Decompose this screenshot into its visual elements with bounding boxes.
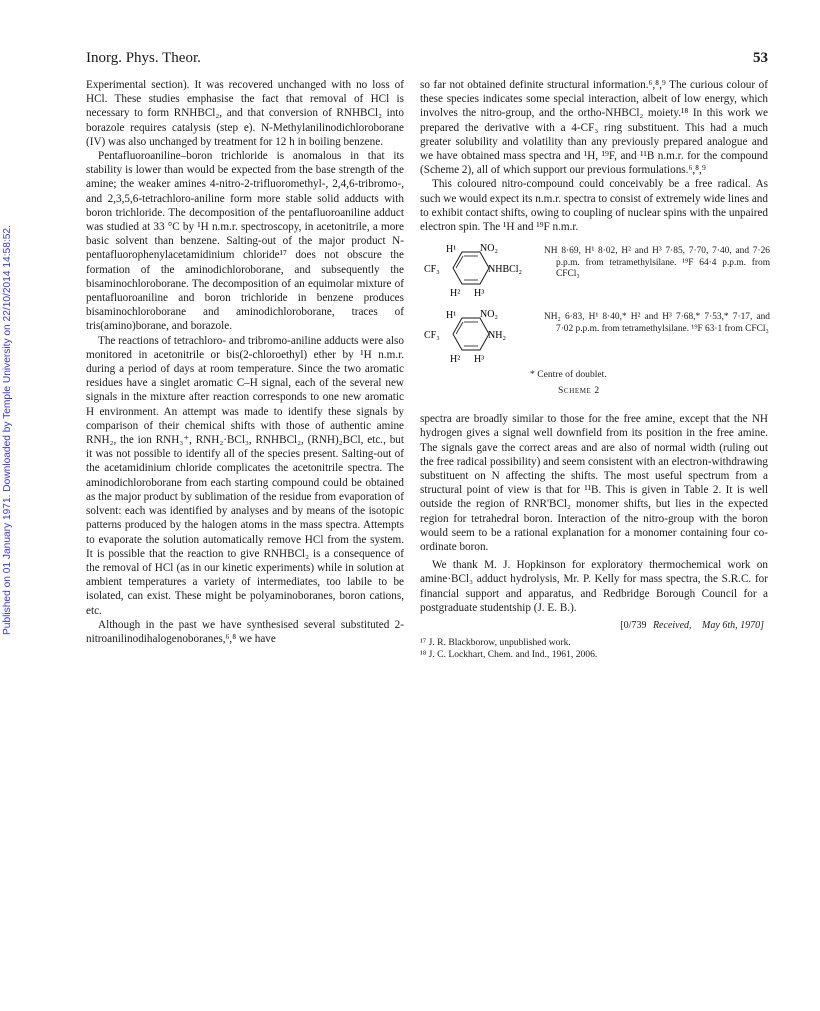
paragraph: so far not obtained definite structural information.⁶,⁸,⁹ The curious colour of these species indicates some special interaction, albeit of low energy, which involves the nitro-group, and the ortho-NHBCl₂ moiety.¹⁸ In this work we prepared the derivative with a 4-CF₃ ring substituent. This had a much greater solubility and volatility than any previously prepared analogue and we have obtained mass spectra and ¹H, ¹⁹F, and ¹¹B n.m.r. for the compound (Scheme 2), all of which support our previous formulations.⁶,⁸,⁹ — [420, 79, 768, 177]
structure-nitroanilinodichloroborane — [420, 244, 540, 306]
references — [420, 637, 768, 661]
received-line — [420, 619, 768, 633]
atom-nhbcl2: NHBCl₂ — [488, 264, 523, 276]
nmr-data — [544, 312, 770, 335]
manuscript-code: [0/739 — [620, 620, 647, 632]
atom-h1: H¹ — [446, 244, 457, 256]
page-number: 53 — [753, 50, 768, 66]
nmr-data — [544, 246, 770, 281]
nmr-line: NH 8·69, H¹ 8·02, H² and H³ 7·85, 7·70, 7·40, and 7·26 p.p.m. from tetramethylsilane. ¹⁹F 64·4 p.p.m. from CFCl₃ — [544, 246, 770, 280]
atom-no2: NO₂ — [480, 310, 498, 321]
atom-cf3: CF₃ — [424, 330, 440, 342]
reference: ¹⁷ J. R. Blackborow, unpublished work. — [420, 637, 571, 649]
atom-cf3: CF₃ — [424, 264, 440, 276]
received-date: May 6th, 1970] — [702, 620, 764, 632]
download-watermark-text: Published on 01 January 1971. Downloaded by Temple University on 22/10/2014 14:58:52. — [2, 225, 13, 635]
left-column — [86, 78, 404, 646]
scheme-label: Scheme 2 — [558, 385, 600, 397]
paragraph: Although in the past we have synthesised several substituted 2-nitroanilinodihalogenoboranes,⁶,⁸ we have — [86, 618, 404, 645]
atom-h3: H³ — [474, 288, 485, 300]
received-label: Received, — [652, 620, 692, 632]
atom-nh2: NH₂ — [488, 330, 506, 342]
reference: ¹⁸ J. C. Lockhart, Chem. and Ind., 1961, 2006. — [420, 649, 598, 661]
scheme-footnote: * Centre of doublet. — [530, 369, 607, 381]
atom-h2: H² — [450, 288, 461, 300]
paragraph: spectra are broadly similar to those for the free amine, except that the NH hydrogen gives a signal well downfield from its position in the free amine. The signals gave the correct areas and are also of normal width (ruling out the free radical possibility) and seem consistent with an electron-withdrawing substituent on N affecting the shifts. The most useful spectrum from a structural point of view is that for ¹¹B. This is given in Table 2. It is well outside the region of RNR'BCl₂ monomer shifts, but lies in the expected region for tetrahedral boron. Interaction of the nitro-group with the boron would seem to be a rational explanation for a monomer containing four co-ordinate boron. — [420, 413, 768, 554]
atom-h3: H³ — [474, 354, 485, 366]
nmr-line: NH₂ 6·83, H¹ 8·40,* H² and H³ 7·68,* 7·53,* 7·17, and 7·02 p.p.m. from tetramethylsilane. ¹⁹F 63·1 from CFCl₃ — [544, 312, 770, 334]
paragraph: This coloured nitro-compound could conceivably be a free radical. As such we would expect its n.m.r. spectra to consist of extremely wide lines and to exhibit contact shifts, owing to coupling of nuclear spins with the unpaired electron spin. The ¹H and ¹⁹F n.m.r. — [420, 178, 768, 234]
paragraph: The reactions of tetrachloro- and tribromo-aniline adducts were also monitored in acetonitrile or bis(2-chloroethyl) ether by ¹H n.m.r. during a period of days at room temperature. Since the two aromatic residues have a singlet aromatic C–H signal, each of the several new signals in the mixture after reaction corresponds to one new aromatic H environment. An attempt was made to identify these signals by comparison of their chemical shifts with those of authentic amine RNH₂, the ion RNH₃⁺, RNH₂·BCl₃, RNHBCl₂, (RNH)₂BCl, etc., but it was not possible to identify all of the species present. Salting-out of the acetamidinium chloride complicates the acetonitrile spectra. The aminodichloroborane from each starting compound could be obtained as the major product by sublimation of the residue from evaporation of solvent: each was identified by analyses and by means of the isotopic patterns produced by the halogen atoms in the mass spectra. Attempts to evaporate the solution automatically remove HCl from the system. It is possible that the reaction to give RNHBCl₂ is a consequence of the removal of HCl (as in our kinetic experiments) while in solution at ambient temperatures a variety of intermediates, too labile to be isolated, can exist. These might be polyaminoboranes, boron cations, etc. — [86, 334, 404, 617]
atom-h2: H² — [450, 354, 461, 366]
scheme-2 — [420, 244, 768, 412]
paragraph: Pentafluoroaniline–boron trichloride is anomalous in that its stability is lower than would be expected from the base strength of the amine; the weaker amines 4-nitro-2-trifluoromethyl-, 2,4,6-tribromo-, and 2,3,5,6-tetrachloro-aniline form more stable solid adducts with boron trichloride. The decomposition of the pentafluoroaniline adduct was studied at 33 °C by ¹H n.m.r. spectroscopy, in acetonitrile, a more basic solvent than benzene. Salting-out of the major product N-pentafluorophenylacetamidinium chloride¹⁷ does not obscure the formation of the aminodichloroborane, and subsequently the bisaminochloroborane. The decomposition of an equimolar mixture of pentafluoroaniline and boron trichloride in benzene produces bisaminochloroborane and aminodichloroborane, traces of tris(amino)borane, and borazole. — [86, 150, 404, 333]
right-column — [420, 78, 768, 661]
download-watermark — [2, 195, 16, 635]
structure-nitroaniline — [420, 310, 540, 372]
atom-no2: NO₂ — [480, 244, 498, 255]
running-head: Inorg. Phys. Theor. — [86, 50, 201, 66]
paragraph: Experimental section). It was recovered unchanged with no loss of HCl. These studies emphasise the fact that removal of HCl is necessary to form RNHBCl₂, and that conversion of RNHBCl₂ into borazole requires catalysis (step e). N-Methylanilinodichloroborane (IV) was also unchanged by treatment for 12 h in boiling benzene. — [86, 79, 404, 148]
atom-h1: H¹ — [446, 310, 457, 322]
acknowledgement: We thank M. J. Hopkinson for exploratory thermochemical work on amine·BCl₃ adduct hydrolysis, Mr. P. Kelly for mass spectra, the S.R.C. for financial support and apparatus, and Redbridge Borough Council for a postgraduate studentship (J. E. B.). — [420, 559, 768, 614]
